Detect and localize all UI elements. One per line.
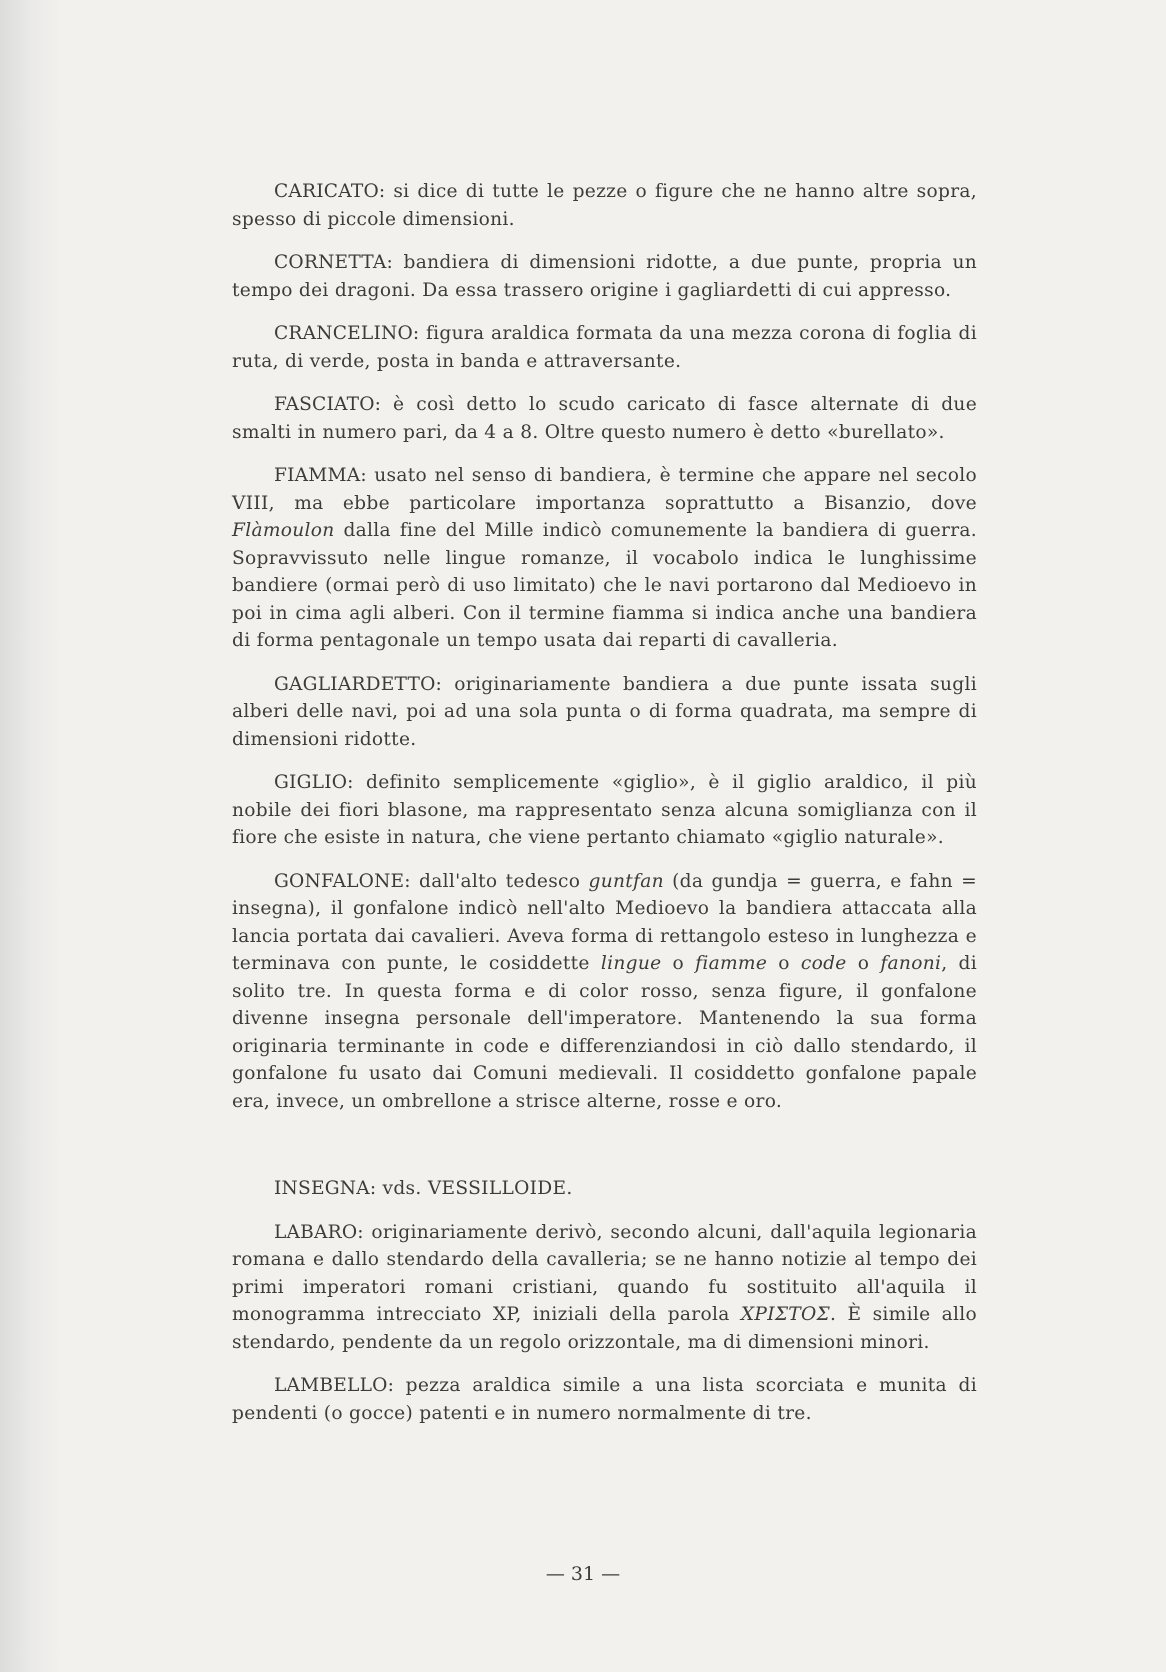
- entry-term: LABARO:: [274, 1221, 364, 1243]
- entry-definition-text: o: [661, 953, 696, 974]
- entry-italic-text: guntfan: [588, 870, 664, 892]
- glossary-entry: [232, 671, 977, 754]
- entry-term: CORNETTA:: [274, 252, 393, 273]
- entry-italic-text: code: [800, 953, 847, 974]
- entry-definition-text: (da gundja = guerra, e fahn = insegna), il gonfalone indicò nell'alto Medioevo la bandiera attaccata alla lancia portata dai cavalieri. Aveva forma di rettangolo esteso in lunghezza e terminava con punte, le cosiddette: [232, 870, 977, 974]
- glossary-entry: [232, 769, 977, 852]
- glossary-entry: [232, 178, 977, 233]
- entry-definition-text: dalla fine del Mille indicò comunemente la bandiera di guerra. Sopravvissuto nelle lingue romanze, il vocabolo indica le lunghissime bandiere (ormai però di uso limitato) che le navi portarono dal Medioevo in poi in cima agli alberi. Con il termine fiamma si indica anche una bandiera di forma pentagonale un tempo usata dai reparti di cavalleria.: [232, 520, 977, 651]
- entry-term: GIGLIO:: [274, 772, 354, 793]
- entry-definition-text: , di solito tre. In questa forma e di color rosso, senza figure, il gonfalone divenne insegna personale dell'imperatore. Mantenendo la sua forma originaria terminante in code e differenziandosi in ciò dallo stendardo, il gonfalone fu usato dai Comuni medievali. Il cosiddetto gonfalone papale era, invece, un ombrellone a strisce alterne, rosse e oro.: [232, 953, 978, 1112]
- entry-definition-text: si dice di tutte le pezze o figure che ne hanno altre sopra, spesso di piccole dimensioni.: [232, 181, 977, 230]
- entry-term: INSEGNA:: [274, 1178, 377, 1199]
- entry-definition-text: originariamente derivò, secondo alcuni, dall'aquila legionaria romana e dallo stendardo della cavalleria; se ne hanno notizie al tempo dei primi imperatori romani cristiani, quando fu sostituito all'aquila il monogramma intrecciato XP, iniziali della parola: [232, 1221, 977, 1325]
- entry-definition-text: o: [846, 953, 881, 974]
- glossary-entry: [232, 320, 977, 375]
- glossary-entry: [232, 249, 977, 304]
- entry-term: LAMBELLO:: [274, 1375, 395, 1396]
- entry-term: GONFALONE:: [274, 870, 411, 892]
- page-number: — 31 —: [545, 1563, 621, 1585]
- entry-italic-text: lingue: [600, 953, 662, 974]
- entry-italic-text: ΧΡΙΣΤΟΣ: [740, 1304, 830, 1325]
- glossary-text: [232, 178, 977, 1443]
- entry-definition-text: usato nel senso di bandiera, è termine che appare nel secolo VIII, ma ebbe particolare importanza soprattutto a Bisanzio, dove: [232, 465, 977, 514]
- entry-definition-text: vds. VESSILLOIDE.: [376, 1178, 573, 1199]
- entry-term: FIAMMA:: [274, 465, 367, 486]
- entry-definition-text: bandiera di dimensioni ridotte, a due punte, propria un tempo dei dragoni. Da essa trassero origine i gagliardetti di cui appresso.: [232, 252, 977, 301]
- entry-definition-text: pezza araldica simile a una lista scorciata e munita di pendenti (o gocce) patenti e in numero normalmente di tre.: [232, 1375, 977, 1424]
- entry-italic-text: fiamme: [695, 953, 768, 974]
- entry-term: CARICATO:: [274, 181, 386, 202]
- entry-term: FASCIATO:: [274, 394, 382, 415]
- glossary-entry: [232, 1219, 977, 1357]
- entry-italic-text: Flàmoulon: [232, 520, 335, 541]
- entry-definition-text: figura araldica formata da una mezza corona di foglia di ruta, di verde, posta in banda e attraversante.: [232, 323, 977, 372]
- glossary-entry: [232, 868, 977, 1116]
- glossary-entry: [232, 1175, 977, 1203]
- entry-italic-text: fanoni: [880, 953, 942, 974]
- entry-definition-text: dall'alto tedesco: [410, 870, 589, 892]
- glossary-entry: [232, 1372, 977, 1427]
- entry-term: GAGLIARDETTO:: [274, 673, 442, 695]
- entry-definition-text: è così detto lo scudo caricato di fasce alternate di due smalti in numero pari, da 4 a 8. Oltre questo numero è detto «burellato».: [232, 394, 977, 443]
- entry-definition-text: . È simile allo stendardo, pendente da un regolo orizzontale, ma di dimensioni minori.: [232, 1304, 977, 1353]
- entry-definition-text: o: [767, 953, 801, 974]
- entry-definition-text: originariamente bandiera a due punte issata sugli alberi delle navi, poi ad una sola punta o di forma quadrata, ma sempre di dimensioni ridotte.: [232, 673, 977, 750]
- entry-term: CRANCELINO:: [274, 323, 420, 344]
- entry-definition-text: definito semplicemente «giglio», è il giglio araldico, il più nobile dei fiori blasone, ma rappresentato senza alcuna somiglianza con il fiore che esiste in natura, che viene pertanto chiamato «giglio naturale».: [232, 772, 977, 848]
- glossary-entry: [232, 462, 977, 655]
- glossary-entry: [232, 391, 977, 446]
